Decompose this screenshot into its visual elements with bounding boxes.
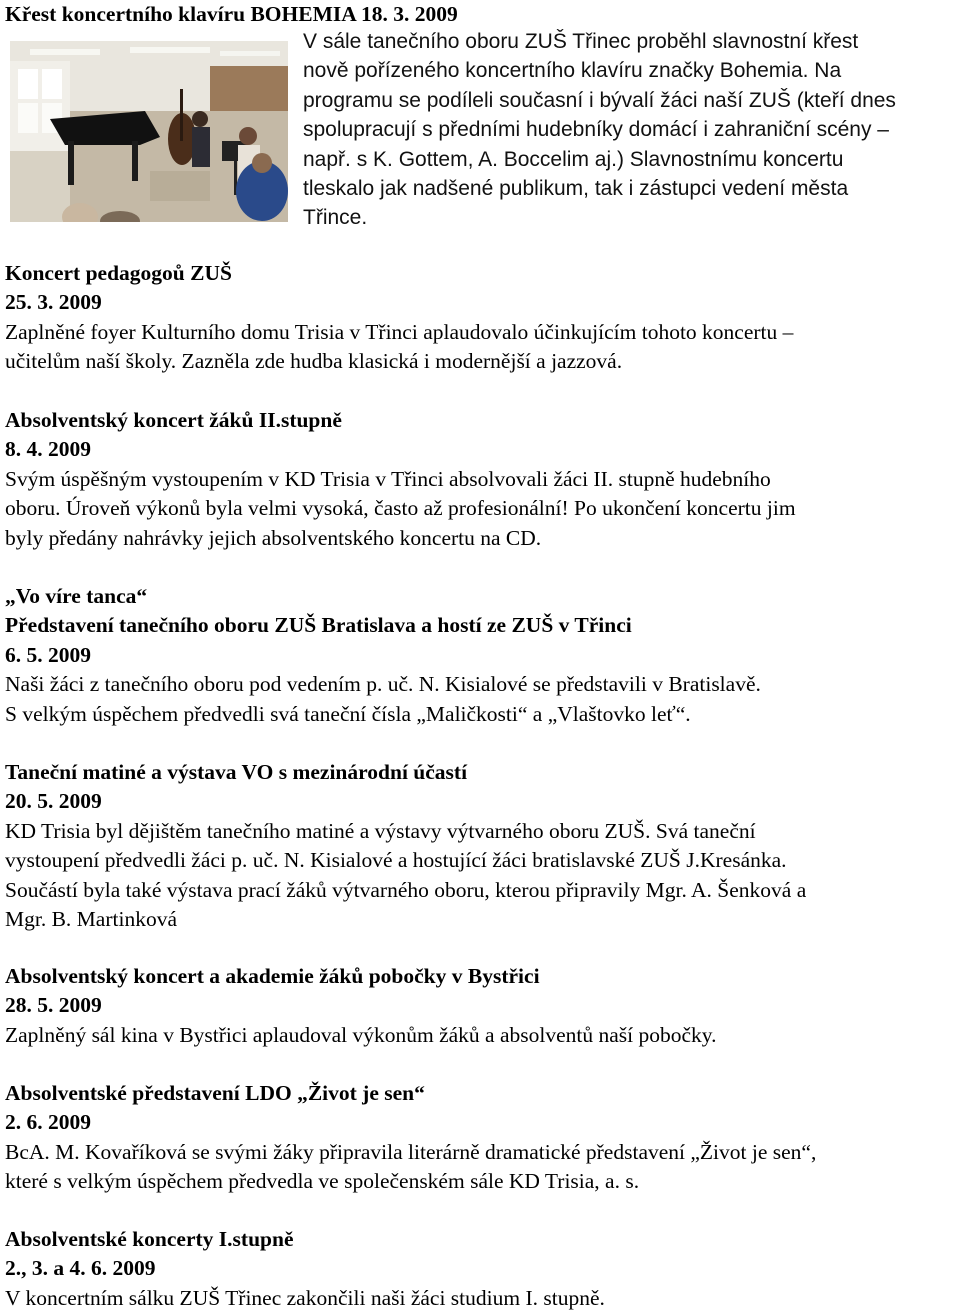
article-line: spolupracují s předními hudebníky domácí i zahraniční scény – xyxy=(303,118,889,142)
section-teachers-concert xyxy=(5,259,960,377)
section-line: vystoupení předvedli žáci p. uč. N. Kisialové a hostující žáci bratislavské ZUŠ J.Kresánka. xyxy=(5,848,787,873)
section-title: Absolventské koncerty I.stupně xyxy=(5,1227,294,1251)
section-date: 2. 6. 2009 xyxy=(5,1110,91,1135)
article-piano-christening xyxy=(5,0,960,258)
section-line: Součástí byla také výstava prací žáků výtvarného oboru, kterou připravily Mgr. A. Šenková a xyxy=(5,877,807,902)
section-line: které s velkým úspěchem předvedla ve společenském sále KD Trisia, a. s. xyxy=(5,1169,640,1194)
section-date: 28. 5. 2009 xyxy=(5,993,102,1018)
section-subtitle: Představení tanečního oboru ZUŠ Bratislava a hostí ze ZUŠ v Třinci xyxy=(5,613,632,638)
section-dance-matinee xyxy=(5,758,960,934)
document-page xyxy=(5,0,960,1310)
section-line: KD Trisia byl dějištěm tanečního matiné a výstavy výtvarného oboru ZUŠ. Svá taneční xyxy=(5,818,756,843)
section-bystrice-concert xyxy=(5,962,960,1050)
article-line: V sále tanečního oboru ZUŠ Třinec proběhl slavnostní křest xyxy=(303,30,859,53)
article-line: Třince. xyxy=(303,206,368,230)
section-line: BcA. M. Kovaříková se svými žáky připravila literárně dramatické představení „Život je sen“, xyxy=(5,1139,817,1164)
section-line: V koncertním sálku ZUŠ Třinec zakončili naši žáci studium I. stupně. xyxy=(5,1285,605,1310)
section-title: Absolventský koncert žáků II.stupně xyxy=(5,408,342,432)
section-date: 2., 3. a 4. 6. 2009 xyxy=(5,1256,156,1281)
section-line: S velkým úspěchem předvedli svá taneční čísla „Maličkosti“ a „Vlaštovko leť“. xyxy=(5,701,691,726)
section-ldo-performance xyxy=(5,1079,960,1197)
section-date: 25. 3. 2009 xyxy=(5,290,102,315)
article-line: např. s K. Gottem, A. Boccelim aj.) Slavnostnímu koncertu xyxy=(303,147,844,171)
article-title: Křest koncertního klavíru BOHEMIA 18. 3. 2009 xyxy=(5,2,458,26)
section-date: 6. 5. 2009 xyxy=(5,642,91,667)
section-date: 20. 5. 2009 xyxy=(5,789,102,814)
article-line: tleskalo jak nadšené publikum, tak i zástupci vedení města xyxy=(303,177,849,201)
section-title: Absolventský koncert a akademie žáků pobočky v Bystřici xyxy=(5,964,540,988)
article-line: nově pořízeného koncertního klavíru značky Bohemia. Na xyxy=(303,59,842,83)
section-vo-vire-tanca xyxy=(5,582,960,729)
section-title: Taneční matiné a výstava VO s mezinárodní účastí xyxy=(5,760,468,784)
section-line: Zaplněné foyer Kulturního domu Trisia v Třinci aplaudovalo účinkujícím tohoto koncertu – xyxy=(5,319,794,344)
section-line: Naši žáci z tanečního oboru pod vedením p. uč. N. Kisialové se představili v Bratislavě. xyxy=(5,672,761,697)
section-line: oboru. Úroveň výkonů byla velmi vysoká, často až profesionální! Po ukončení koncertu jim xyxy=(5,496,796,521)
section-title: „Vo víre tanca“ xyxy=(5,584,148,608)
section-line: Zaplněný sál kina v Bystřici aplaudoval výkonům žáků a absolventů naší pobočky. xyxy=(5,1022,717,1047)
section-title: Koncert pedagogoů ZUŠ xyxy=(5,261,232,285)
section-line: Mgr. B. Martinková xyxy=(5,907,177,932)
section-line: učitelům naší školy. Zazněla zde hudba klasická i modernější a jazzová. xyxy=(5,349,623,374)
article-line: programu se podíleli současní i bývalí žáci naší ZUŠ (kteří dnes xyxy=(303,88,896,112)
section-date: 8. 4. 2009 xyxy=(5,437,91,462)
section-line: Svým úspěšným vystoupením v KD Trisia v Třinci absolvovali žáci II. stupně hudebního xyxy=(5,466,771,491)
section-graduate-concert-ii xyxy=(5,406,960,553)
section-title: Absolventské představení LDO „Život je sen“ xyxy=(5,1081,425,1105)
concert-photo xyxy=(10,41,288,222)
section-line: byly předány nahrávky jejich absolventského koncertu na CD. xyxy=(5,525,542,550)
article-body xyxy=(303,27,960,233)
section-graduate-concerts-i xyxy=(5,1225,960,1313)
